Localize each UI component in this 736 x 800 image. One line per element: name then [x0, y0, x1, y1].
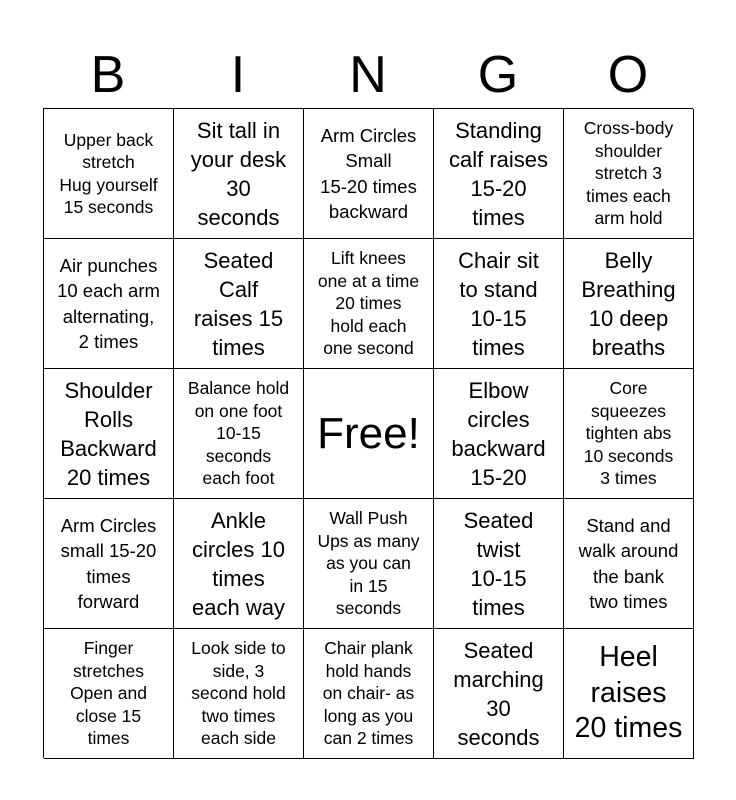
- cell-text: Shoulder Rolls Backward 20 times: [60, 377, 157, 490]
- cell-text: Wall Push Ups as many as you can in 15 seconds: [317, 508, 420, 619]
- bingo-cell-b4[interactable]: [44, 499, 174, 629]
- bingo-cell-free[interactable]: [304, 369, 434, 499]
- cell-text: Arm Circles Small 15-20 times backward: [320, 124, 417, 222]
- header-letter-g: G: [477, 46, 519, 104]
- cell-text: Arm Circles small 15-20 times forward: [60, 514, 157, 612]
- bingo-cell-g3[interactable]: [434, 369, 564, 499]
- bingo-cell-i5[interactable]: [174, 629, 304, 759]
- cell-text: Core squeezes tighten abs 10 seconds 3 times: [583, 378, 674, 489]
- cell-text: Seated Calf raises 15 times: [193, 247, 284, 360]
- bingo-cell-n5[interactable]: [304, 629, 434, 759]
- bingo-cell-i1[interactable]: [174, 109, 304, 239]
- cell-text: Chair plank hold hands on chair- as long as you can 2 times: [322, 638, 415, 749]
- bingo-cell-i4[interactable]: [174, 499, 304, 629]
- bingo-cell-n2[interactable]: [304, 239, 434, 369]
- cell-text: Lift knees one at a time 20 times hold each one second: [317, 248, 420, 359]
- bingo-cell-b2[interactable]: [44, 239, 174, 369]
- bingo-cell-n1[interactable]: [304, 109, 434, 239]
- cell-text: Cross-body shoulder stretch 3 times each arm hold: [583, 118, 674, 229]
- free-space-text: Free!: [317, 408, 420, 458]
- bingo-board: [43, 108, 693, 758]
- header-letter-i: I: [230, 46, 246, 104]
- cell-text: Chair sit to stand 10-15 times: [458, 247, 539, 360]
- cell-text: Stand and walk around the bank two times: [578, 514, 679, 612]
- header-letter-n: N: [349, 46, 387, 104]
- bingo-cell-g2[interactable]: [434, 239, 564, 369]
- bingo-cell-o2[interactable]: [564, 239, 694, 369]
- cell-text: Heel raises 20 times: [574, 641, 683, 745]
- bingo-cell-b1[interactable]: [44, 109, 174, 239]
- cell-text: Balance hold on one foot 10-15 seconds each foot: [187, 378, 290, 489]
- bingo-header: [43, 42, 693, 108]
- bingo-cell-g5[interactable]: [434, 629, 564, 759]
- cell-text: Seated marching 30 seconds: [453, 637, 544, 750]
- cell-text: Air punches 10 each arm alternating, 2 times: [57, 254, 160, 352]
- bingo-cell-n4[interactable]: [304, 499, 434, 629]
- bingo-cell-g1[interactable]: [434, 109, 564, 239]
- bingo-cell-o1[interactable]: [564, 109, 694, 239]
- cell-text: Upper back stretch Hug yourself 15 seconds: [59, 129, 158, 217]
- cell-text: Standing calf raises 15-20 times: [448, 117, 549, 230]
- cell-text: Sit tall in your desk 30 seconds: [190, 117, 287, 230]
- bingo-cell-i3[interactable]: [174, 369, 304, 499]
- bingo-cell-g4[interactable]: [434, 499, 564, 629]
- bingo-cell-b3[interactable]: [44, 369, 174, 499]
- cell-text: Look side to side, 3 second hold two times each side: [191, 638, 286, 749]
- bingo-cell-i2[interactable]: [174, 239, 304, 369]
- cell-text: Elbow circles backward 15-20: [451, 377, 546, 490]
- cell-text: Seated twist 10-15 times: [463, 507, 534, 620]
- bingo-cell-o4[interactable]: [564, 499, 694, 629]
- bingo-cell-o5[interactable]: [564, 629, 694, 759]
- bingo-cell-o3[interactable]: [564, 369, 694, 499]
- cell-text: Belly Breathing 10 deep breaths: [581, 247, 676, 360]
- bingo-cell-b5[interactable]: [44, 629, 174, 759]
- cell-text: Ankle circles 10 times each way: [192, 507, 285, 620]
- header-letter-b: B: [90, 46, 126, 104]
- cell-text: Finger stretches Open and close 15 times: [70, 638, 147, 749]
- header-letter-o: O: [607, 46, 649, 104]
